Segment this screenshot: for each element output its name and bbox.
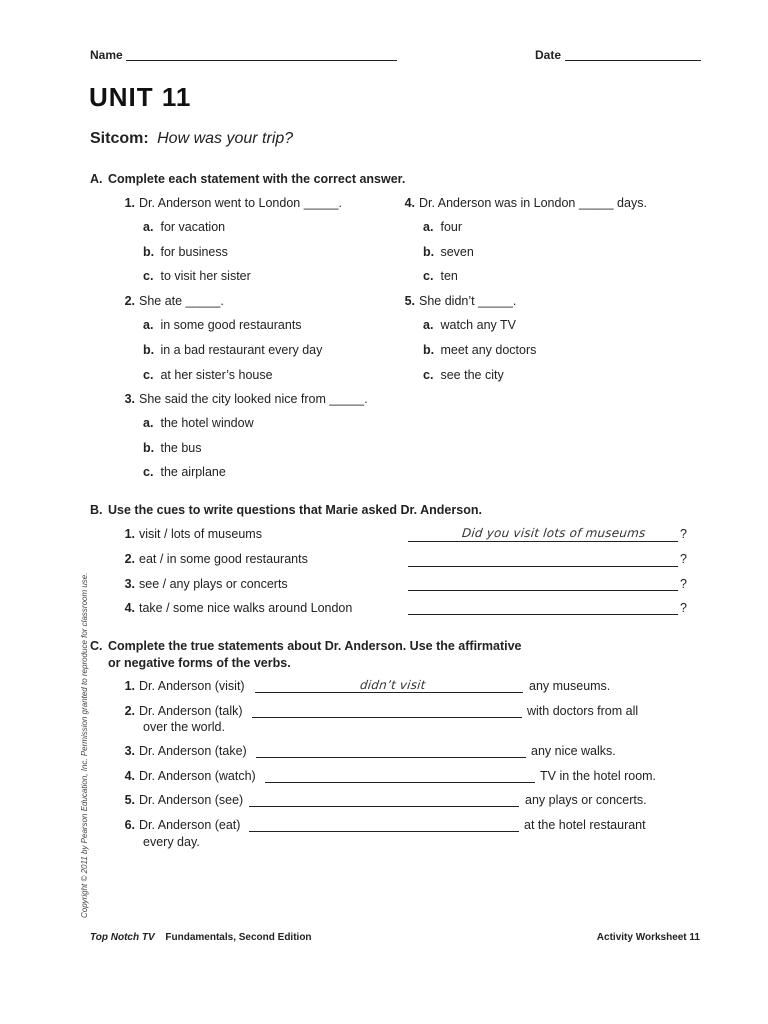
cue-1: [117, 527, 262, 541]
statement-suffix: any nice walks.: [531, 744, 616, 758]
option-1c[interactable]: [143, 269, 251, 283]
name-label: Name: [90, 48, 123, 62]
statement-suffix: TV in the hotel room.: [540, 769, 657, 783]
statement-prefix: Dr. Anderson (take): [139, 744, 247, 758]
option-text: for business: [160, 245, 228, 259]
cue-number: 2.: [124, 552, 135, 566]
question-3: [117, 392, 368, 406]
option-letter: b.: [423, 343, 435, 357]
option-letter: c.: [423, 269, 434, 283]
option-letter: c.: [143, 368, 154, 382]
option-text: in a bad restaurant every day: [160, 343, 323, 357]
statement-answer-line-2[interactable]: [252, 717, 522, 718]
cue-text: take / some nice walks around London: [139, 601, 353, 615]
question-text: Dr. Anderson was in London _____ days.: [419, 196, 647, 210]
option-letter: b.: [143, 343, 155, 357]
statement-2: [117, 704, 243, 718]
statement-number: 6.: [124, 818, 135, 832]
statement-prefix: Dr. Anderson (talk): [139, 704, 243, 718]
footer-worksheet: Activity Worksheet 11: [596, 932, 700, 943]
statement-number: 5.: [124, 793, 135, 807]
question-5: [397, 294, 516, 308]
section-c-letter: C.: [90, 639, 103, 653]
question-1: [117, 196, 342, 210]
statement-5: [117, 793, 243, 807]
footer-series: Top Notch TV: [90, 932, 155, 943]
option-text: ten: [440, 269, 458, 283]
option-5b[interactable]: [423, 343, 536, 357]
statement-answer-line-3[interactable]: [256, 757, 526, 758]
statement-number: 2.: [124, 704, 135, 718]
cue-2: [117, 552, 308, 566]
statement-answer-line-1[interactable]: [255, 692, 523, 693]
statement-continuation: over the world.: [143, 720, 225, 734]
option-text: to visit her sister: [160, 269, 251, 283]
option-1a[interactable]: [143, 220, 225, 234]
option-letter: c.: [143, 269, 154, 283]
option-3b[interactable]: [143, 441, 202, 455]
question-4: [397, 196, 647, 210]
statement-prefix: Dr. Anderson (watch): [139, 769, 256, 783]
statement-prefix: Dr. Anderson (eat): [139, 818, 241, 832]
option-text: for vacation: [160, 220, 226, 234]
question-answer-line-4[interactable]: [408, 614, 678, 615]
question-number: 1.: [124, 196, 135, 210]
statement-answer-line-5[interactable]: [249, 806, 519, 807]
question-text: She didn’t _____.: [419, 294, 517, 308]
question-text: Dr. Anderson went to London _____.: [139, 196, 342, 210]
cue-4: [117, 601, 352, 615]
option-text: see the city: [440, 368, 504, 382]
date-label: Date: [535, 48, 562, 62]
statement-3: [117, 744, 247, 758]
section-b-heading: [90, 503, 482, 517]
option-3c[interactable]: [143, 465, 226, 479]
footer-left: [90, 932, 312, 943]
statement-1: [117, 679, 245, 693]
option-letter: c.: [143, 465, 154, 479]
subtitle-title: How was your trip?: [157, 130, 294, 147]
section-c-instruction-2: or negative forms of the verbs.: [108, 656, 291, 670]
section-c-heading: [90, 639, 522, 653]
option-letter: a.: [143, 220, 154, 234]
option-3a[interactable]: [143, 416, 254, 430]
option-4a[interactable]: [423, 220, 462, 234]
statement-4: [117, 769, 256, 783]
question-mark: ?: [680, 577, 687, 591]
cue-number: 4.: [124, 601, 135, 615]
section-b-letter: B.: [90, 503, 103, 517]
statement-6: [117, 818, 240, 832]
option-5a[interactable]: [423, 318, 516, 332]
section-a-heading: [90, 172, 405, 186]
question-answer-line-2[interactable]: [408, 566, 678, 567]
section-b-instruction: Use the cues to write questions that Marie asked Dr. Anderson.: [108, 503, 482, 517]
option-letter: b.: [143, 441, 155, 455]
date-field[interactable]: [565, 60, 701, 61]
question-number: 2.: [124, 294, 135, 308]
question-mark: ?: [680, 552, 687, 566]
question-number: 5.: [404, 294, 415, 308]
option-5c[interactable]: [423, 368, 504, 382]
option-text: seven: [440, 245, 474, 259]
statement-suffix: any museums.: [529, 679, 611, 693]
option-2b[interactable]: [143, 343, 322, 357]
cue-text: visit / lots of museums: [139, 527, 262, 541]
handwritten-answer-1: Did you visit lots of museums: [461, 526, 647, 540]
question-number: 4.: [404, 196, 415, 210]
question-mark: ?: [680, 601, 687, 615]
page-title: UNIT 11: [89, 82, 192, 112]
option-letter: b.: [423, 245, 435, 259]
footer-edition: Fundamentals, Second Edition: [165, 932, 312, 943]
subtitle-prefix: Sitcom:: [90, 130, 149, 147]
section-c-instruction-1: Complete the true statements about Dr. Anderson. Use the affirmative: [108, 639, 522, 653]
statement-answer-line-4[interactable]: [265, 782, 535, 783]
question-mark: ?: [680, 527, 687, 541]
subtitle: [90, 130, 293, 148]
option-letter: a.: [143, 416, 154, 430]
option-4b[interactable]: [423, 245, 474, 259]
option-text: four: [440, 220, 463, 234]
cue-text: see / any plays or concerts: [139, 577, 288, 591]
cue-text: eat / in some good restaurants: [139, 552, 308, 566]
option-4c[interactable]: [423, 269, 458, 283]
statement-continuation: every day.: [143, 835, 200, 849]
handwritten-answer-c1: didn’t visit: [359, 678, 427, 692]
option-text: the bus: [160, 441, 202, 455]
question-text: She said the city looked nice from _____.: [139, 392, 368, 406]
question-2: [117, 294, 224, 308]
cue-3: [117, 577, 288, 591]
statement-suffix: at the hotel restaurant: [524, 818, 646, 832]
cue-number: 1.: [124, 527, 135, 541]
statement-suffix: any plays or concerts.: [525, 793, 647, 807]
statement-prefix: Dr. Anderson (visit): [139, 679, 245, 693]
option-2a[interactable]: [143, 318, 302, 332]
option-text: watch any TV: [440, 318, 516, 332]
statement-number: 3.: [124, 744, 135, 758]
statement-number: 4.: [124, 769, 135, 783]
option-text: the hotel window: [160, 416, 254, 430]
section-a-instruction: Complete each statement with the correct answer.: [108, 172, 406, 186]
question-number: 3.: [124, 392, 135, 406]
option-2c[interactable]: [143, 368, 273, 382]
option-letter: c.: [423, 368, 434, 382]
option-letter: a.: [423, 220, 434, 234]
question-text: She ate _____.: [139, 294, 224, 308]
name-field[interactable]: [126, 60, 397, 61]
option-text: at her sister’s house: [160, 368, 273, 382]
copyright-notice: Copyright © 2011 by Pearson Education, Inc. Permission granted to reproduce for classroom use.: [80, 572, 89, 918]
option-text: the airplane: [160, 465, 226, 479]
option-text: meet any doctors: [440, 343, 537, 357]
question-answer-line-1[interactable]: [408, 541, 678, 542]
option-text: in some good restaurants: [160, 318, 302, 332]
option-letter: b.: [143, 245, 155, 259]
option-1b[interactable]: [143, 245, 228, 259]
question-answer-line-3[interactable]: [408, 590, 678, 591]
statement-answer-line-6[interactable]: [249, 831, 519, 832]
option-letter: a.: [423, 318, 434, 332]
cue-number: 3.: [124, 577, 135, 591]
section-a-letter: A.: [90, 172, 103, 186]
option-letter: a.: [143, 318, 154, 332]
statement-number: 1.: [124, 679, 135, 693]
statement-suffix: with doctors from all: [527, 704, 639, 718]
statement-prefix: Dr. Anderson (see): [139, 793, 244, 807]
